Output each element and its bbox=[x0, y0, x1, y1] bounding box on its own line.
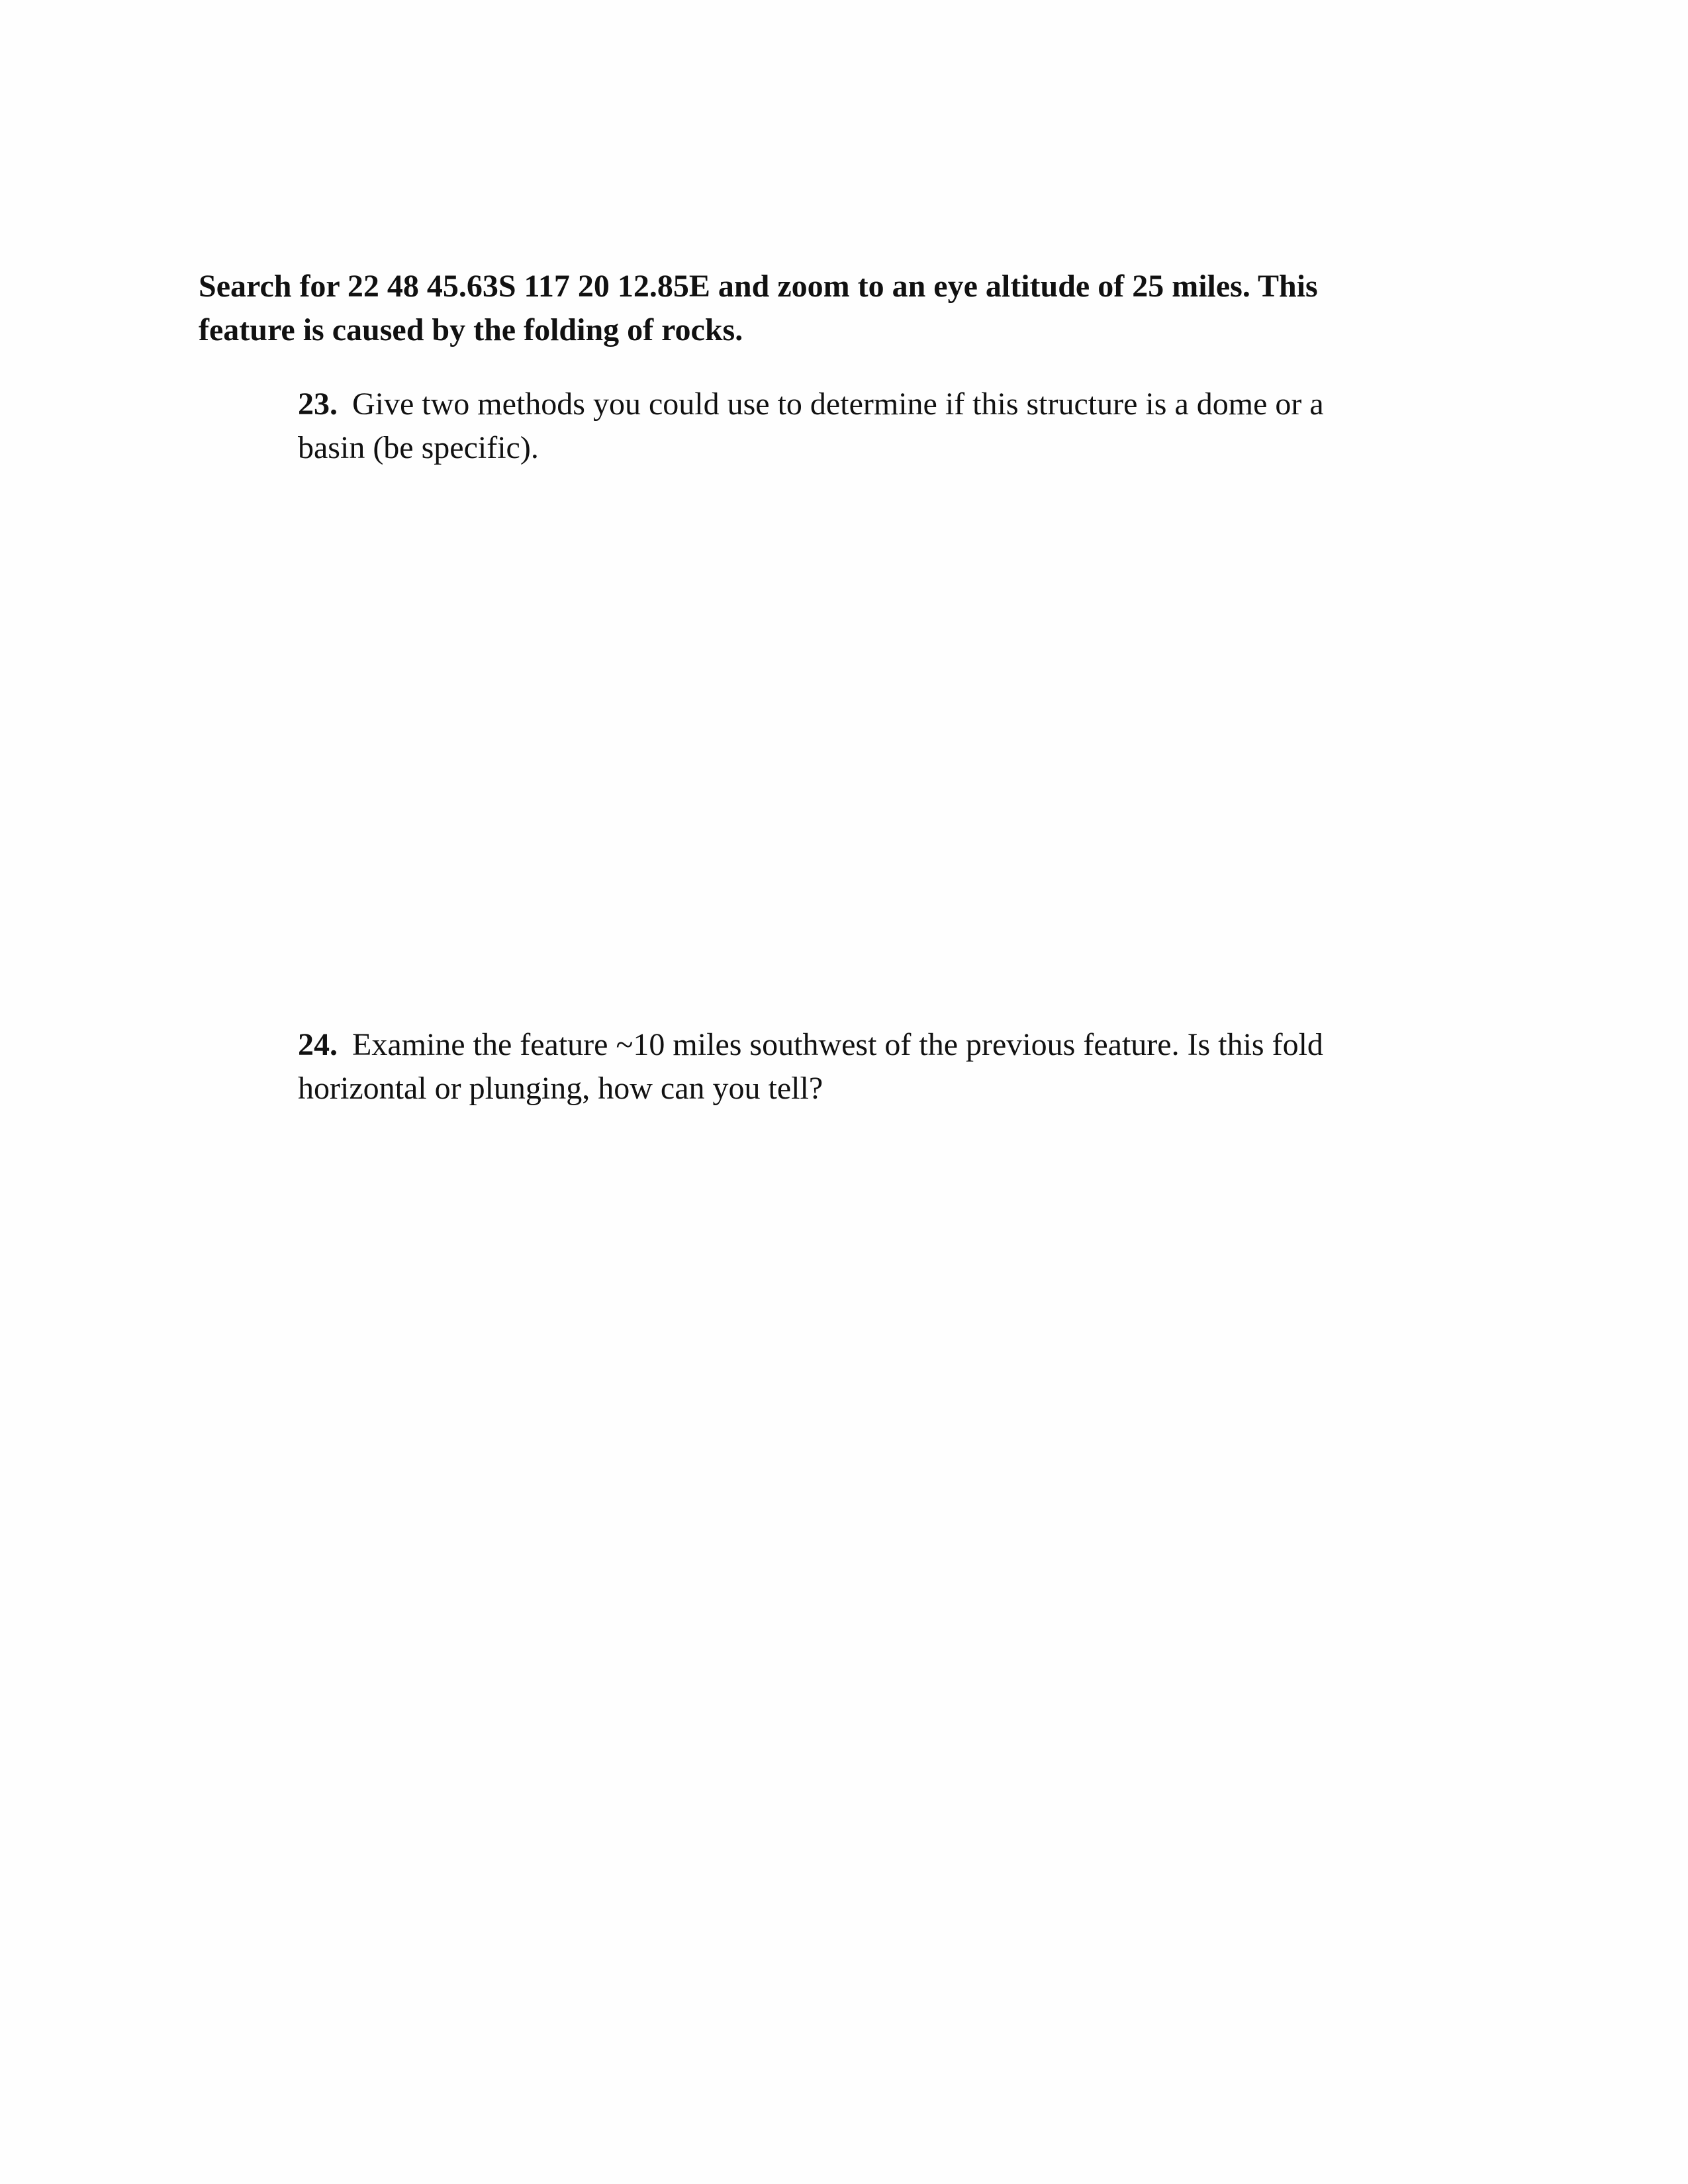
instruction-text: Search for 22 48 45.63S 117 20 12.85E and zoom to an eye altitude of 25 miles. This feature is caused by the folding of rocks. bbox=[199, 269, 1318, 347]
question-text: Examine the feature ~10 miles southwest of the previous feature. Is this fold horizontal or plunging, how can you tell? bbox=[298, 1027, 1323, 1106]
question-24 bbox=[298, 1023, 1397, 1111]
question-number: 23. bbox=[298, 387, 338, 422]
question-number: 24. bbox=[298, 1027, 338, 1062]
question-23 bbox=[298, 383, 1397, 470]
question-text: Give two methods you could use to determine if this structure is a dome or a basin (be specific). bbox=[298, 387, 1324, 465]
